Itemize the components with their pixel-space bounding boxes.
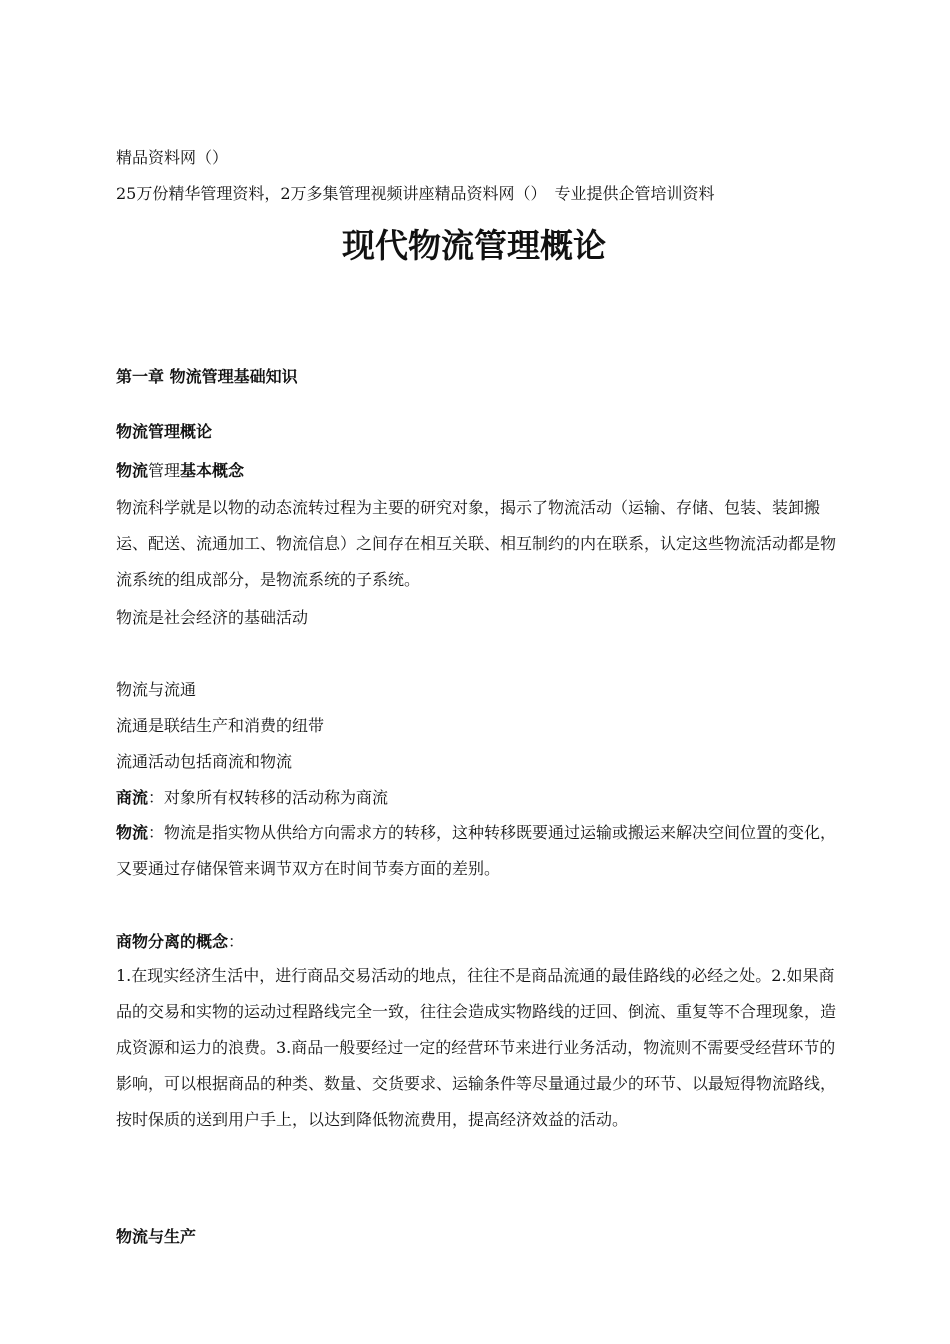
separation-heading-label: 商物分离的概念 (116, 932, 229, 951)
concept-heading-part1: 物流 (116, 461, 149, 480)
separation-paragraph: 1.在现实经济生活中，进行商品交易活动的地点，往往不是商品流通的最佳路线的必经之处。2.如果商品的交易和实物的运动过程路线完全一致，往往会造成实物路线的迂回、倒流、重复等不合理现象，造成资源和运力的浪费。3.商品一般要经过一定的经营环节来进行业务活动，物流则不需要受经营环节的影响，可以根据商品的种类、数量、交货要求、运输条件等尽量通过最少的环节、以最短得物流路线，按时保质的送到用户手上，以达到降低物流费用，提高经济效益的活动。 (116, 966, 837, 1129)
site-line: 精品资料网（） (116, 148, 229, 167)
production-heading: 物流与生产 (116, 1227, 197, 1246)
physical-flow-text: ：物流是指实物从供给方向需求方的转移，这种转移既要通过运输或搬运来解决空间位置的变化，又要通过存储保管来调节双方在时间节奏方面的差别。 (116, 823, 837, 878)
physical-flow-paragraph (116, 815, 846, 887)
concept-paragraph: 物流科学就是以物的动态流转过程为主要的研究对象，揭示了物流活动（运输、存储、包装、装卸搬运、配送、流通加工、物流信息）之间存在相互关联、相互制约的内在联系，认定这些物流活动都是物流系统的组成部分，是物流系统的子系统。 (116, 498, 837, 589)
concept-heading-part2: 管理 (148, 461, 181, 480)
commerce-flow-line (116, 788, 388, 808)
section-heading: 物流管理概论 (116, 422, 213, 441)
circulation-activities-line: 流通活动包括商流和物流 (116, 752, 293, 771)
concept-heading (116, 461, 244, 481)
basic-activity-line: 物流是社会经济的基础活动 (116, 608, 309, 627)
logistics-circulation-line: 物流与流通 (116, 680, 197, 699)
separation-heading (116, 932, 244, 952)
chapter-heading: 第一章 物流管理基础知识 (116, 367, 298, 386)
concept-heading-part3: 基本概念 (180, 461, 245, 480)
circulation-link-line: 流通是联结生产和消费的纽带 (116, 716, 325, 735)
promo-line: 25万份精华管理资料，2万多集管理视频讲座精品资料网（） 专业提供企管培训资料 (116, 184, 715, 203)
commerce-flow-label: 商流 (116, 788, 149, 807)
physical-flow-label: 物流 (116, 823, 149, 842)
commerce-flow-text: ：对象所有权转移的活动称为商流 (148, 788, 389, 807)
separation-heading-suffix: ： (228, 932, 245, 951)
document-title: 现代物流管理概论 (342, 226, 606, 265)
